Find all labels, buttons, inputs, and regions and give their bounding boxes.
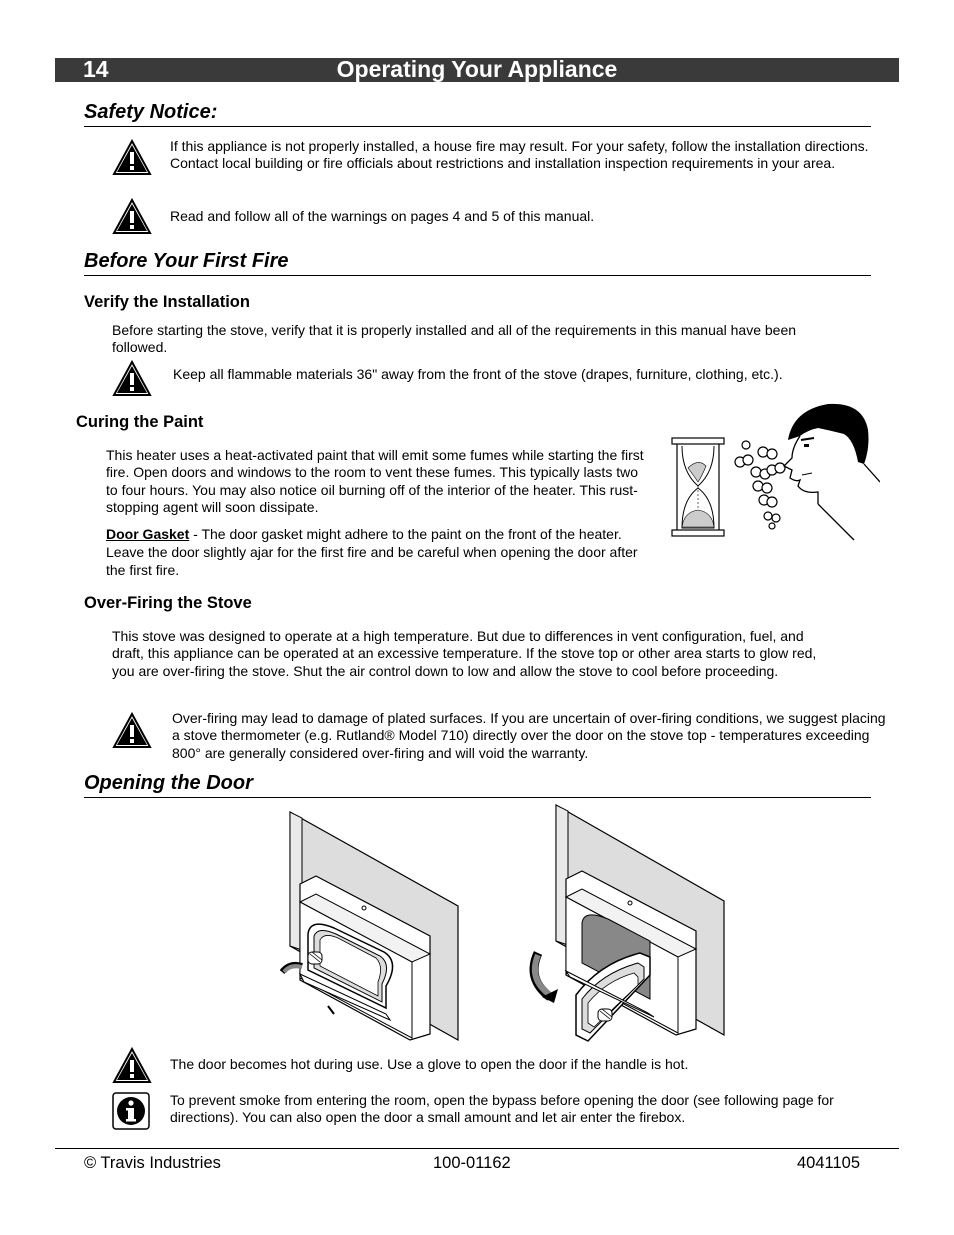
- warning-icon: [112, 360, 152, 398]
- warning-icon: [112, 712, 152, 750]
- warning-icon: [112, 198, 152, 236]
- curing-paint-text: This heater uses a heat-activated paint that will emit some fumes while starting the first fire. Open doors and windows to the room to vent these fumes. This typically lasts two to four hours. You may also notice oil burning off of the interior of the heater. This rust-stopping agent will soon dissipate.: [106, 447, 644, 515]
- hourglass-illustration: [672, 438, 724, 536]
- page-number: 14: [83, 56, 109, 82]
- stove-door-open-illustration: [520, 803, 726, 1043]
- page-title: Operating Your Appliance: [336, 56, 618, 82]
- face-illustration: [784, 404, 880, 540]
- flammable-materials-warning: Keep all flammable materials 36" away from the front of the stove (drapes, furniture, clothing, etc.).: [173, 366, 783, 382]
- door-gasket-paragraph: [106, 525, 646, 579]
- door-gasket-label: Door Gasket: [106, 526, 190, 542]
- opening-door-heading: Opening the Door: [84, 771, 871, 798]
- info-icon: [112, 1092, 150, 1130]
- door-gasket-text: - The door gasket might adhere to the paint on the front of the heater. Leave the door slightly ajar for the first fire and be careful when opening the door after the first fire.: [106, 526, 638, 578]
- warning-icon: [112, 1047, 152, 1085]
- safety-warnings-reference: Read and follow all of the warnings on pages 4 and 5 of this manual.: [170, 208, 595, 224]
- warning-icon: [112, 139, 152, 177]
- stove-door-closed-illustration: [280, 810, 462, 1042]
- curing-fumes-illustration: [668, 400, 880, 542]
- fumes-clouds: [735, 441, 785, 529]
- footer-part-number: 100-01162: [433, 1154, 511, 1172]
- footer-date-code: 4041105: [797, 1154, 861, 1172]
- footer-copyright: © Travis Industries: [84, 1154, 221, 1172]
- bypass-info-note: To prevent smoke from entering the room, open the bypass before opening the door (see following page for directions). You can also open the door a small amount and let air enter the firebox.: [170, 1092, 834, 1126]
- page-header-bar: [55, 58, 899, 82]
- safety-notice-text: If this appliance is not properly installed, a house fire may result. For your safety, follow the installation directions. Contact local building or fire officials about restrictions and installation inspection requirements in your area.: [170, 138, 869, 172]
- first-fire-heading: Before Your First Fire: [84, 249, 871, 276]
- over-firing-text: This stove was designed to operate at a high temperature. But due to differences in vent configuration, fuel, and draft, this appliance can be operated at an excessive temperature. If the stove top or other area starts to glow red, you are over-firing the stove. Shut the air control down to low and allow the stove to cool before proceeding.: [112, 628, 817, 679]
- over-firing-heading: Over-Firing the Stove: [84, 594, 252, 612]
- footer-rule: [55, 1148, 899, 1149]
- verify-installation-text: Before starting the stove, verify that it is properly installed and all of the requirements in this manual have been followed.: [112, 322, 797, 356]
- over-firing-warning: Over-firing may lead to damage of plated surfaces. If you are uncertain of over-firing conditions, we suggest placing a stove thermometer (e.g. Rutland® Model 710) directly over the door on the stove top - temperatures exceeding 800° are generally considered over-firing and will void the warranty.: [172, 710, 886, 761]
- hot-door-warning: The door becomes hot during use. Use a glove to open the door if the handle is hot.: [170, 1056, 689, 1072]
- verify-installation-heading: Verify the Installation: [84, 293, 250, 311]
- curing-paint-heading: Curing the Paint: [76, 413, 204, 431]
- safety-notice-heading: Safety Notice:: [84, 100, 871, 127]
